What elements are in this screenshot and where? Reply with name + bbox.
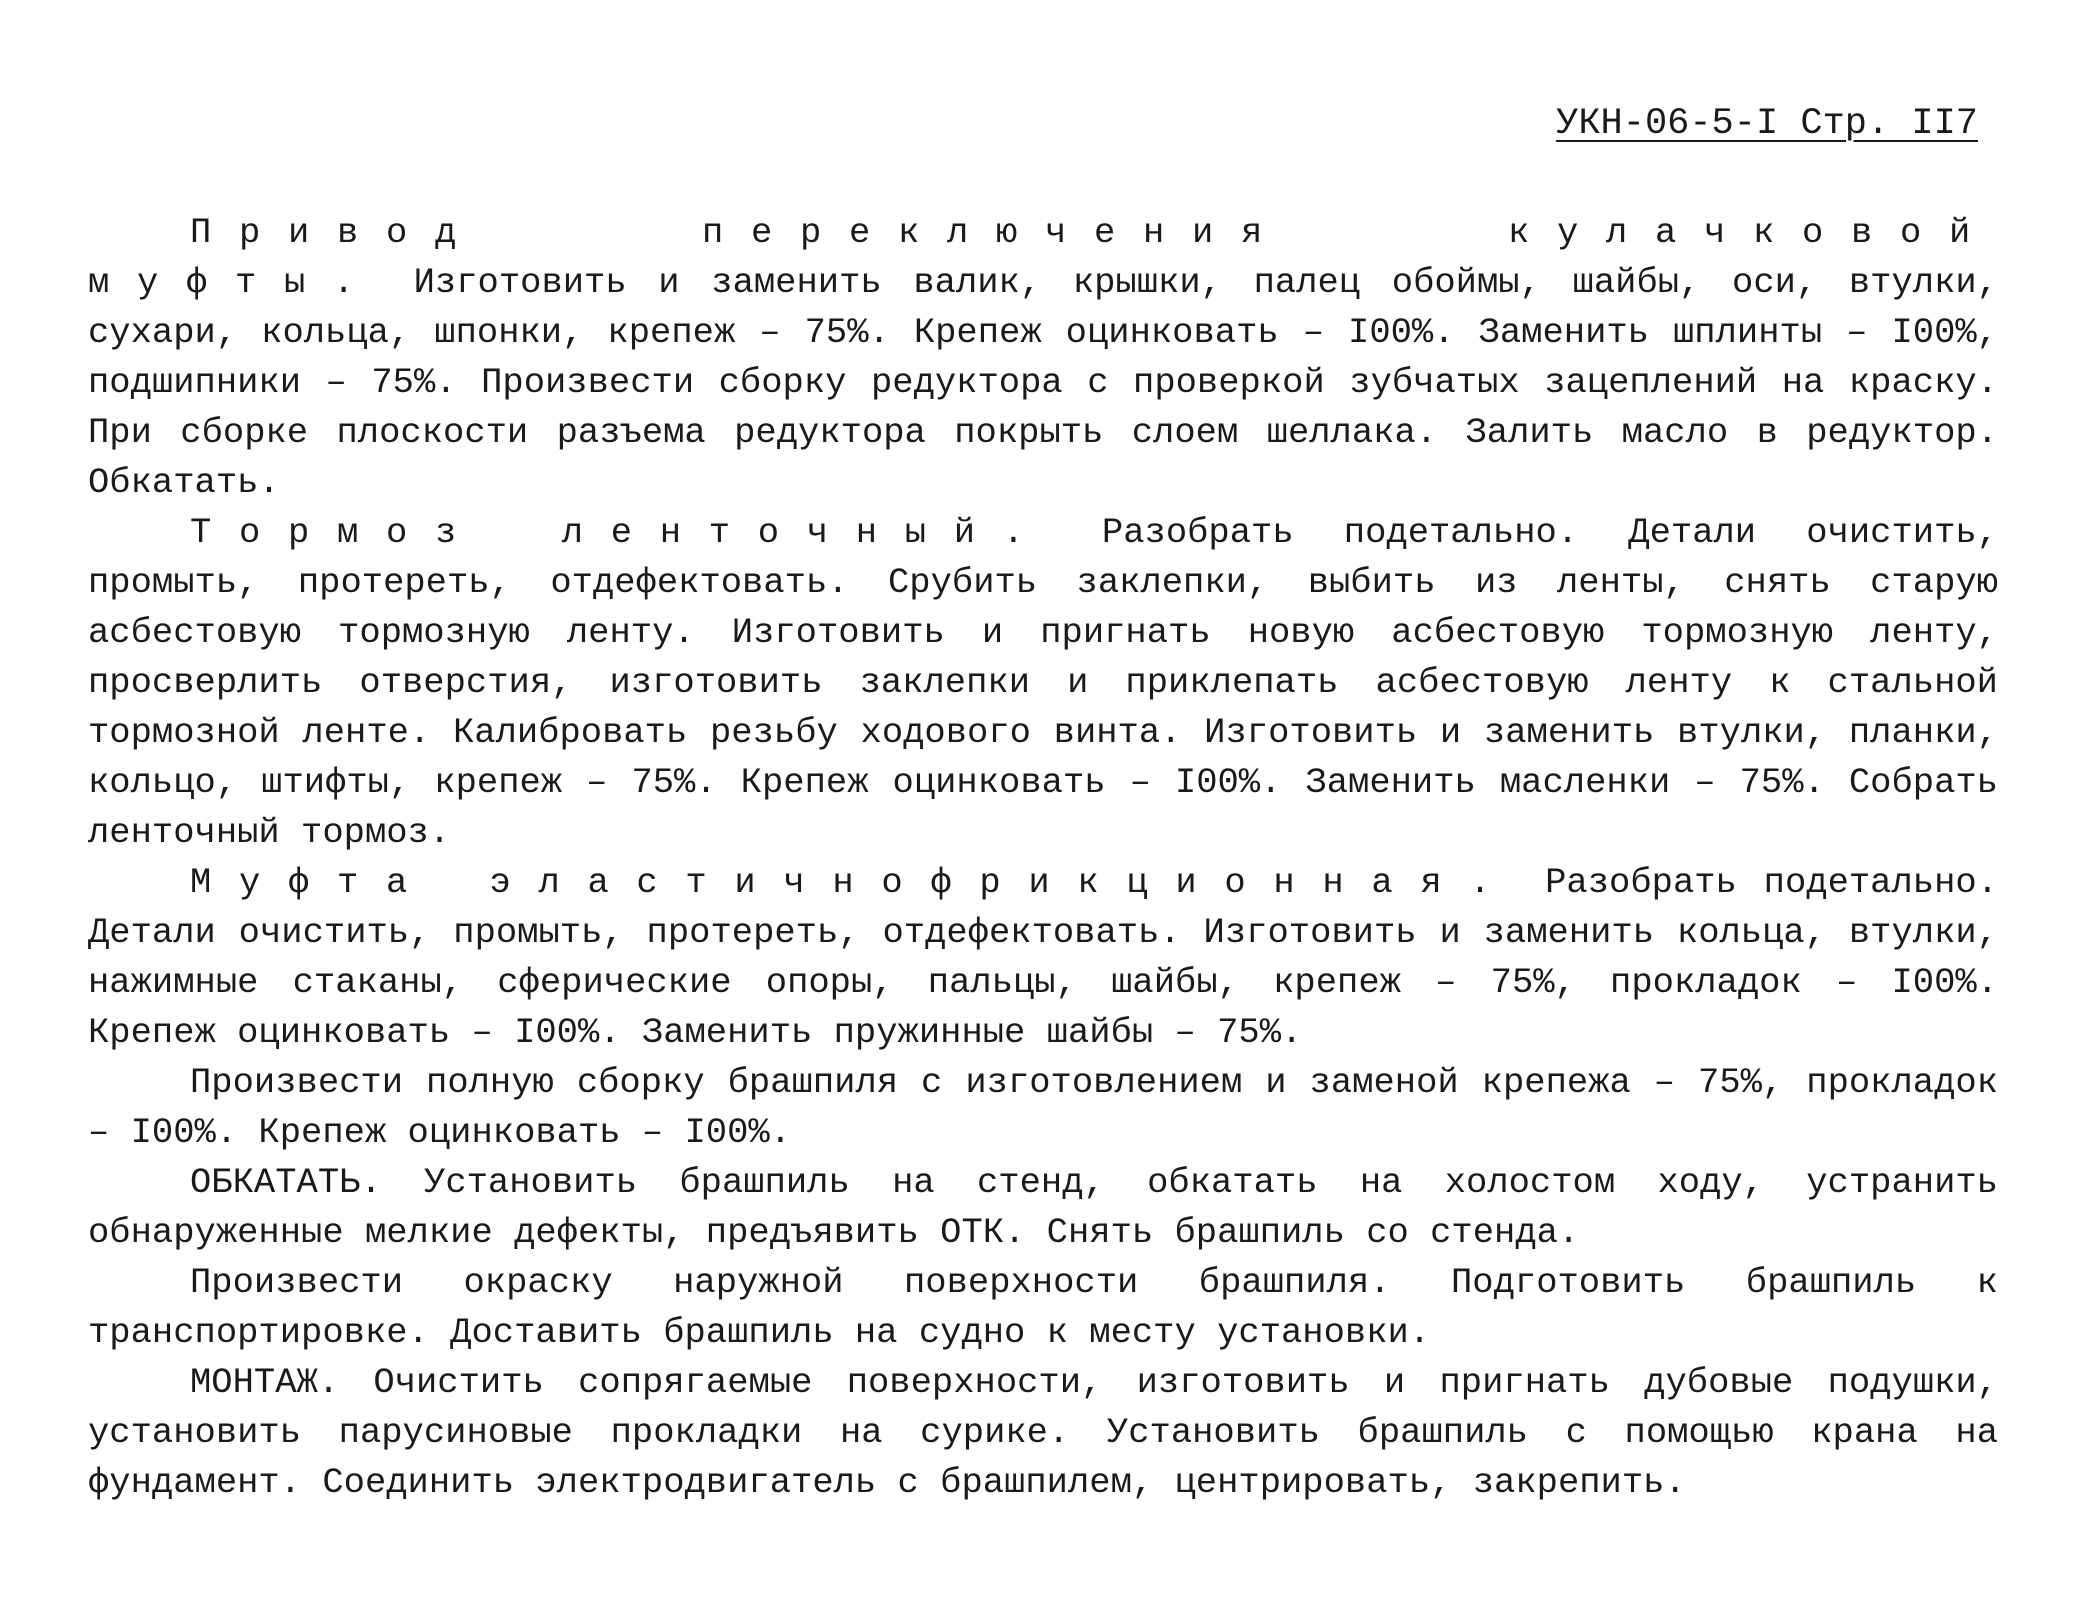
page-reference: УКН-06-5-I Стр. II7: [1556, 103, 1978, 145]
paragraph-text: Разобрать подетально. Детали очистить, промыть, протереть, отдефектовать. Срубить заклепки, выбить из ленты, снять старую асбестовую тормозную ленту. Изготовить и пригнать новую асбестовую тормозную ленту, просверлить отверстия, изготовить заклепки и приклепать асбестовую ленту к стальной тормозной ленте. Калибровать резьбу ходового винта. Изготовить и заменить втулки, планки, кольцо, штифты, крепеж – 75%. Крепеж оцинковать – I00%. Заменить масленки – 75%. Собрать ленточный тормоз.: [88, 512, 1998, 853]
paragraph-assembly: Произвести полную сборку брашпиля с изготовлением и заменой крепежа – 75%, прокладок – I00%. Крепеж оцинковать – I00%.: [88, 1062, 1998, 1153]
paragraph-run-in: ОБКАТАТЬ. Установить брашпиль на стенд, обкатать на холостом ходу, устранить обнаруженные мелкие дефекты, предъявить ОТК. Снять брашпиль со стенда.: [88, 1162, 1998, 1253]
paragraph-elastic-friction-clutch: [88, 858, 1998, 1058]
paragraph-band-brake: [88, 508, 1998, 858]
document-body: [88, 208, 1998, 1508]
paragraph-painting-delivery: Произвести окраску наружной поверхности брашпиля. Подготовить брашпиль к транспортировке. Доставить брашпиль на судно к месту установки.: [88, 1262, 1998, 1353]
paragraph-text: Изготовить и заменить валик, крышки, палец обоймы, шайбы, оси, втулки, сухари, кольца, шпонки, крепеж – 75%. Крепеж оцинковать – I00%. Заменить шплинты – I00%, подшипники – 75%. Произвести сборку редуктора с проверкой зубчатых зацеплений на краску. При сборке плоскости разъема редуктора покрыть слоем шеллака. Залить масло в редуктор. Обкатать.: [88, 262, 1998, 503]
section-heading: Тормоз ленточный.: [190, 512, 1052, 553]
section-heading: Привод переключения кулачковой муфты.: [88, 212, 1998, 303]
section-heading: Муфта эластичнофрикционная.: [190, 862, 1519, 903]
paragraph-text: Разобрать подетально. Детали очистить, промыть, протереть, отдефектовать. Изготовить и заменить кольца, втулки, нажимные стаканы, сферические опоры, пальцы, шайбы, крепеж – 75%, прокладок – I00%. Крепеж оцинковать – I00%. Заменить пружинные шайбы – 75%.: [88, 862, 1998, 1053]
paragraph-installation: МОНТАЖ. Очистить сопрягаемые поверхности, изготовить и пригнать дубовые подушки, установить парусиновые прокладки на сурике. Установить брашпиль с помощью крана на фундамент. Соединить электродвигатель с брашпилем, центрировать, закрепить.: [88, 1362, 1998, 1503]
paragraph-cam-clutch-drive: [88, 208, 1998, 508]
